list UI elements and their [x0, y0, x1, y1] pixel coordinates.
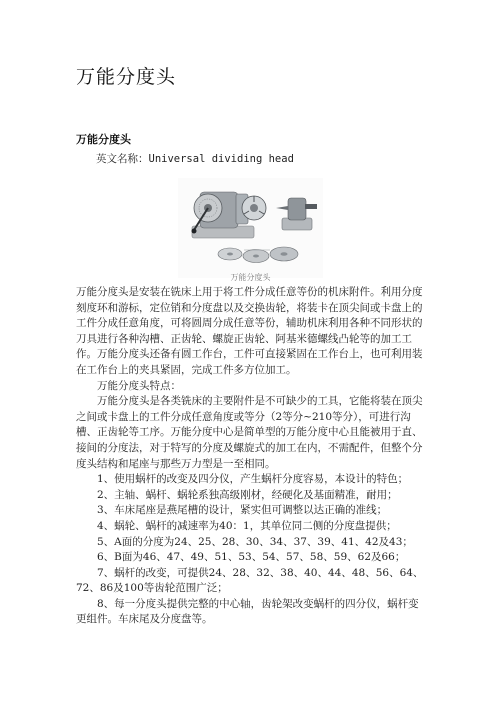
paragraph-intro: 万能分度头是安装在铣床上用于将工件分成任意等份的机床附件。利用分度刻度环和游标，定位销和分度盘以及交换齿轮，将装卡在顶尖间或卡盘上的工件分成任意角度，可将圆周分成任意等份，辅助机床利用各种不同形状的刀具进行各种沟槽、正齿轮、螺旋正齿轮、阿基米德螺线凸轮等的加工工作。万能分度头还备有圆工作台，工件可直接紧固在工作台上，也可利用装在工作台上的夹具紧固，完成工件多方位加工。 — [76, 286, 423, 376]
product-photo — [178, 178, 323, 278]
english-name-line: 英文名称：Universal dividing head — [96, 153, 294, 165]
feature-item-6: 6、B面为46、47、49、51、53、54、57、58、59、62及66； — [97, 551, 406, 564]
paragraph-features-heading: 万能分度头特点： — [97, 379, 181, 392]
feature-item-4: 4、蜗轮、蜗杆的减速率为40：1，其单位同二侧的分度盘提供； — [97, 519, 397, 532]
feature-item-2: 2、主轴、蜗杆、蜗轮系独高级刚材，经硬化及基面精准，耐用； — [97, 488, 398, 501]
dividing-head-illustration — [178, 178, 323, 278]
feature-item-7: 7、蜗杆的改变，可提供24、28、32、38、40、44、48、56、64、72、86及100等齿轮范围广泛； — [76, 566, 424, 595]
figure-caption: 万能分度头 — [230, 273, 271, 282]
section-heading: 万能分度头 — [76, 133, 131, 146]
feature-item-5: 5、A面的分度为24、25、28、30、34、37、39、41、42及43； — [97, 535, 413, 548]
feature-item-3: 3、车床尾座是燕尾槽的设计，紧实但可调整以达正确的准线； — [97, 504, 388, 517]
feature-item-8: 8、每一分度头提供完整的中心轴，齿轮架改变蜗杆的四分仪，蜗杆变更组件。车床尾及分度盘等。 — [76, 597, 419, 626]
document-title: 万能分度头 — [76, 66, 177, 88]
feature-item-1: 1、使用蜗杆的改变及四分仪，产生蜗杆分度容易，本设计的特色； — [97, 473, 409, 486]
paragraph-features-intro: 万能分度头是各类铣床的主要附件是不可缺少的工具，它能将装在顶尖之间或卡盘上的工件分成任意角度或等分（2等分~210等分），可进行沟槽、正齿轮等工序。万能分度中心是简单型的万能分度中心且能被用于直、接间的分度法，对于特写的分度及螺旋式的加工在内，不需配件，但整个分度头结构和尾座与那些万力型是一至相同。 — [76, 395, 423, 470]
body-text — [76, 285, 428, 628]
